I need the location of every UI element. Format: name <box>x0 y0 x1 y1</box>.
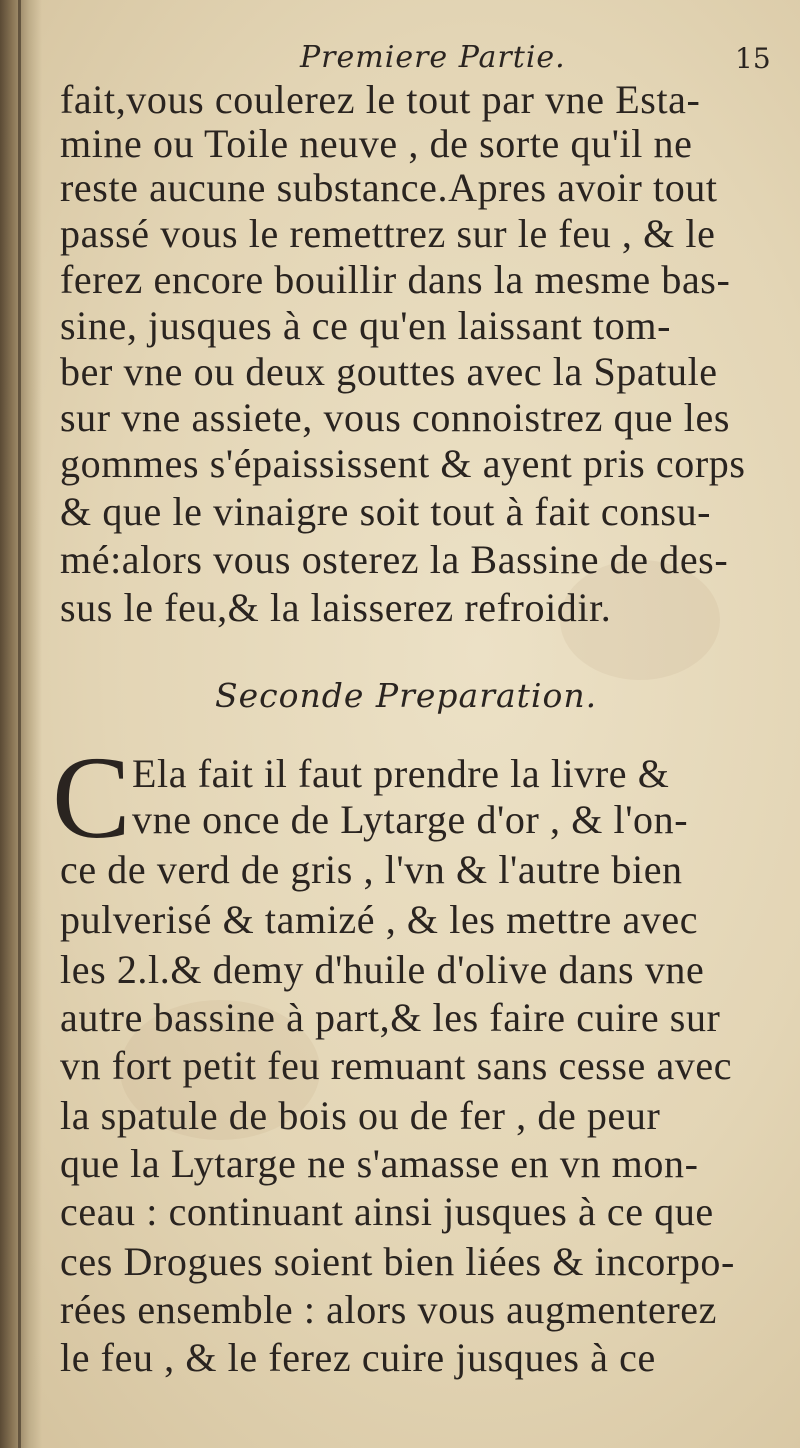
text-line: passé vous le remettrez sur le feu , & le <box>60 211 716 256</box>
text-line: rées ensemble : alors vous augmenterez <box>60 1287 717 1332</box>
text-line: Ela fait il faut prendre la livre & <box>132 751 670 796</box>
text-line: les 2.l.& demy d'huile d'olive dans vne <box>60 947 705 992</box>
text-line: sur vne assiete, vous connoistrez que les <box>60 395 730 440</box>
text-line: que la Lytarge ne s'amasse en vn mon- <box>60 1141 699 1186</box>
text-line: ferez encore bouillir dans la mesme bas- <box>60 257 731 302</box>
text-line: sus le feu,& la laisserez refroidir. <box>60 585 612 630</box>
running-head: Premiere Partie. <box>300 40 566 75</box>
text-line: ce de verd de gris , l'vn & l'autre bien <box>60 847 683 892</box>
text-line: gommes s'épaississent & ayent pris corps <box>60 441 746 486</box>
text-line: la spatule de bois ou de fer , de peur <box>60 1093 661 1138</box>
text-line: fait,vous coulerez le tout par vne Esta- <box>60 77 701 122</box>
page-gutter <box>0 0 42 1448</box>
text-line: pulverisé & tamizé , & les mettre avec <box>60 897 699 942</box>
text-line: mé:alors vous osterez la Bassine de des- <box>60 537 729 582</box>
section-heading: Seconde Preparation. <box>215 676 598 715</box>
text-line: vn fort petit feu remuant sans cesse avec <box>60 1043 733 1088</box>
text-line: le feu , & le ferez cuire jusques à ce <box>60 1335 656 1380</box>
text-line: reste aucune substance.Apres avoir tout <box>60 165 718 210</box>
text-line: ber vne ou deux gouttes avec la Spatule <box>60 349 718 394</box>
drop-cap: C <box>52 732 131 863</box>
text-line: ceau : continuant ainsi jusques à ce que <box>60 1189 714 1234</box>
text-line: sine, jusques à ce qu'en laissant tom- <box>60 303 671 348</box>
text-line: ces Drogues soient bien liées & incorpo- <box>60 1239 735 1284</box>
text-line: autre bassine à part,& les faire cuire sur <box>60 995 721 1040</box>
text-line: vne once de Lytarge d'or , & l'on- <box>132 797 689 842</box>
text-line: mine ou Toile neuve , de sorte qu'il ne <box>60 121 693 166</box>
text-line: & que le vinaigre soit tout à fait consu- <box>60 489 712 534</box>
page-number: 15 <box>735 42 771 75</box>
binding-edge <box>18 0 21 1448</box>
